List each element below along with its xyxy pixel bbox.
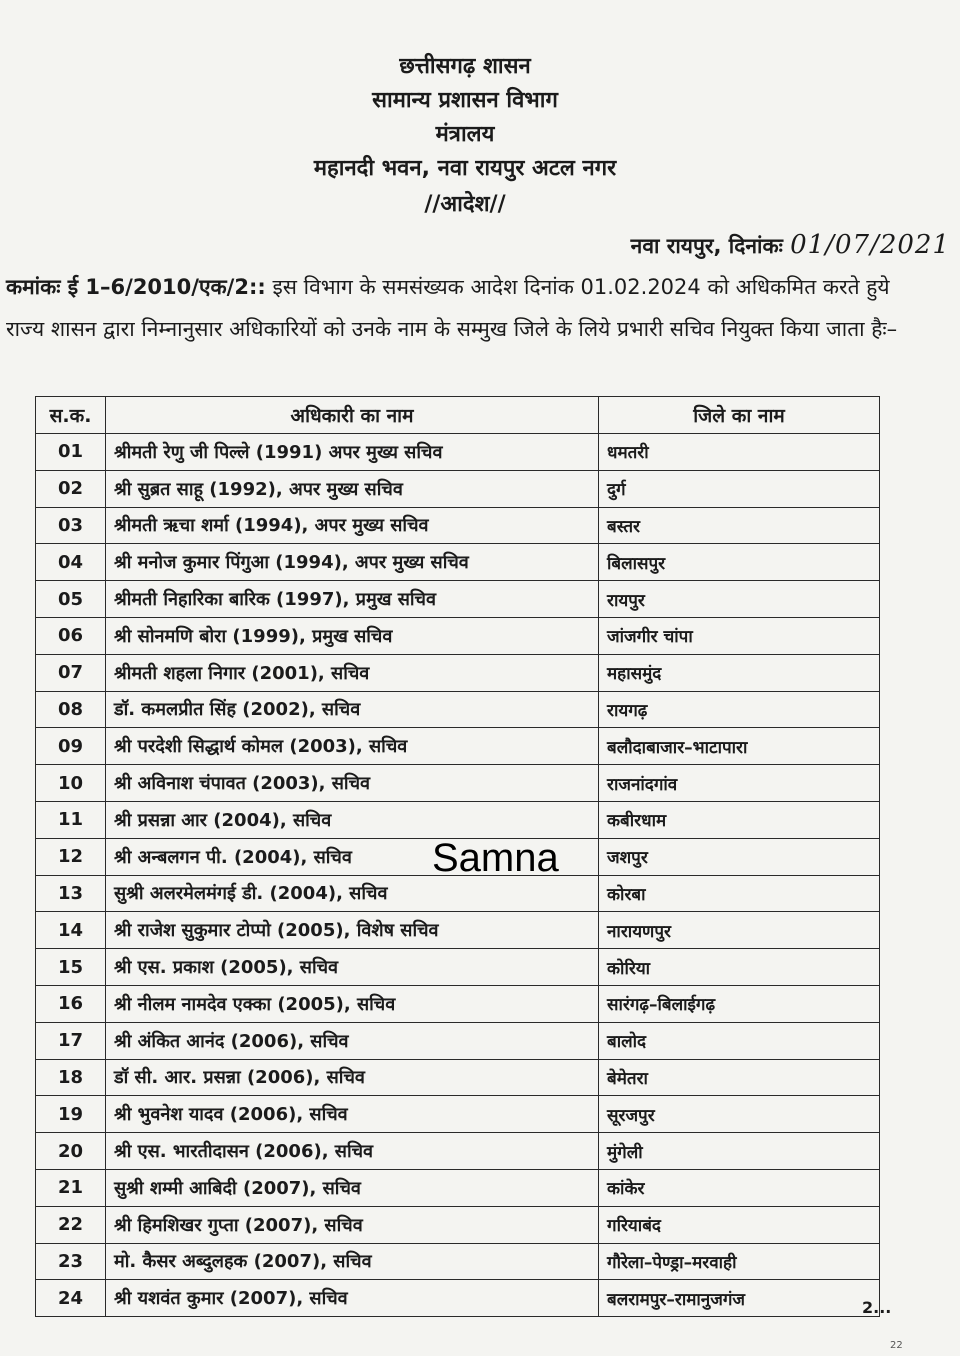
table-row xyxy=(36,1096,880,1133)
district-name-cell: कोरबा xyxy=(599,875,880,912)
officer-name-cell: श्रीमती ऋचा शर्मा (1994), अपर मुख्य सचिव xyxy=(106,507,599,544)
officer-name-cell: श्री हिमशिखर गुप्ता (2007), सचिव xyxy=(106,1206,599,1243)
serial-number-cell: 13 xyxy=(36,875,106,912)
officer-name-cell: श्री अन्बलगन पी. (2004), सचिव xyxy=(106,838,599,875)
district-name-cell: जशपुर xyxy=(599,838,880,875)
officer-name-cell: श्री मनोज कुमार पिंगुआ (1994), अपर मुख्य सचिव xyxy=(106,544,599,581)
officer-name-cell: मो. कैसर अब्दुलहक (2007), सचिव xyxy=(106,1243,599,1280)
officer-name-cell: श्रीमती शहला निगार (2001), सचिव xyxy=(106,654,599,691)
officer-name-cell: डॉ सी. आर. प्रसन्ना (2006), सचिव xyxy=(106,1059,599,1096)
district-name-cell: गरियाबंद xyxy=(599,1206,880,1243)
table-row xyxy=(36,765,880,802)
table-row xyxy=(36,1206,880,1243)
serial-number-cell: 23 xyxy=(36,1243,106,1280)
table-row xyxy=(36,949,880,986)
officer-name-cell: श्री राजेश सुकुमार टोप्पो (2005), विशेष सचिव xyxy=(106,912,599,949)
district-name-cell: बिलासपुर xyxy=(599,544,880,581)
officer-name-cell: श्री भुवनेश यादव (2006), सचिव xyxy=(106,1096,599,1133)
officer-name-cell: श्री नीलम नामदेव एक्का (2005), सचिव xyxy=(106,985,599,1022)
table-row xyxy=(36,470,880,507)
serial-number-cell: 21 xyxy=(36,1169,106,1206)
officer-name-cell: श्री सुब्रत साहू (1992), अपर मुख्य सचिव xyxy=(106,470,599,507)
district-name-cell: गौरेला–पेण्ड्रा–मरवाही xyxy=(599,1243,880,1280)
serial-number-cell: 15 xyxy=(36,949,106,986)
district-name-cell: बस्तर xyxy=(599,507,880,544)
officer-name-cell: श्री सोनमणि बोरा (1999), प्रमुख सचिव xyxy=(106,617,599,654)
table-row xyxy=(36,912,880,949)
officer-name-cell: श्रीमती रेणु जी पिल्ले (1991) अपर मुख्य सचिव xyxy=(106,434,599,471)
district-name-cell: धमतरी xyxy=(599,434,880,471)
officer-name-cell: श्री परदेशी सिद्धार्थ कोमल (2003), सचिव xyxy=(106,728,599,765)
table-row xyxy=(36,1133,880,1170)
watermark-text: Samna xyxy=(432,836,559,880)
table-row xyxy=(36,691,880,728)
table-row xyxy=(36,544,880,581)
table-row xyxy=(36,1243,880,1280)
corner-mark: 22 xyxy=(890,1340,903,1351)
table-row xyxy=(36,434,880,471)
serial-number-cell: 04 xyxy=(36,544,106,581)
serial-number-cell: 01 xyxy=(36,434,106,471)
header-officer-name: अधिकारी का नाम xyxy=(106,397,599,434)
district-name-cell: बलरामपुर–रामानुजगंज xyxy=(599,1280,880,1317)
serial-number-cell: 16 xyxy=(36,985,106,1022)
table-row xyxy=(36,1022,880,1059)
serial-number-cell: 08 xyxy=(36,691,106,728)
district-name-cell: मुंगेली xyxy=(599,1133,880,1170)
serial-number-cell: 19 xyxy=(36,1096,106,1133)
header-order-title: //आदेश// xyxy=(424,192,506,217)
serial-number-cell: 12 xyxy=(36,838,106,875)
dateline-prefix: नवा रायपुर, दिनांकः xyxy=(630,234,783,258)
header-secretariat: मंत्रालय xyxy=(435,122,495,147)
district-name-cell: राजनांदगांव xyxy=(599,765,880,802)
serial-number-cell: 22 xyxy=(36,1206,106,1243)
order-reference: कमांकः ई 1–6/2010/एक/2:: xyxy=(6,275,266,299)
page-continuation-marker: 2... xyxy=(862,1298,892,1317)
dateline xyxy=(631,230,950,260)
officer-name-cell: श्री यशवंत कुमार (2007), सचिव xyxy=(106,1280,599,1317)
serial-number-cell: 10 xyxy=(36,765,106,802)
district-name-cell: कोरिया xyxy=(599,949,880,986)
serial-number-cell: 18 xyxy=(36,1059,106,1096)
serial-number-cell: 11 xyxy=(36,801,106,838)
table-row xyxy=(36,728,880,765)
header-serial: स.क. xyxy=(36,397,106,434)
header-department: सामान्य प्रशासन विभाग xyxy=(372,88,558,113)
table-row xyxy=(36,654,880,691)
table-header-row xyxy=(36,397,880,434)
officer-name-cell: सुश्री शम्मी आबिदी (2007), सचिव xyxy=(106,1169,599,1206)
dateline-date: 01/07/2021 xyxy=(790,230,950,260)
district-name-cell: जांजगीर चांपा xyxy=(599,617,880,654)
district-name-cell: रायगढ़ xyxy=(599,691,880,728)
officer-name-cell: श्री अविनाश चंपावत (2003), सचिव xyxy=(106,765,599,802)
table-row xyxy=(36,985,880,1022)
table-row xyxy=(36,1280,880,1317)
serial-number-cell: 24 xyxy=(36,1280,106,1317)
officer-name-cell: डॉ. कमलप्रीत सिंह (2002), सचिव xyxy=(106,691,599,728)
district-name-cell: महासमुंद xyxy=(599,654,880,691)
district-name-cell: बालोद xyxy=(599,1022,880,1059)
serial-number-cell: 17 xyxy=(36,1022,106,1059)
serial-number-cell: 05 xyxy=(36,581,106,618)
table-row xyxy=(36,617,880,654)
district-name-cell: दुर्ग xyxy=(599,470,880,507)
officer-name-cell: सुश्री अलरमेलमंगई डी. (2004), सचिव xyxy=(106,875,599,912)
district-name-cell: रायपुर xyxy=(599,581,880,618)
header-address: महानदी भवन, नवा रायपुर अटल नगर xyxy=(313,156,617,181)
order-paragraph xyxy=(6,266,916,350)
serial-number-cell: 03 xyxy=(36,507,106,544)
district-name-cell: कबीरधाम xyxy=(599,801,880,838)
serial-number-cell: 09 xyxy=(36,728,106,765)
order-body: इस विभाग के समसंख्यक आदेश दिनांक 01.02.2024 को अधिकमित करते हुये राज्य शासन द्वारा निम्नानुसार अधिकारियों को उनके नाम के सम्मुख जिले के लिये प्रभारी सचिव नियुक्त किया जाता हैः– xyxy=(6,275,898,341)
officer-name-cell: श्री एस. प्रकाश (2005), सचिव xyxy=(106,949,599,986)
serial-number-cell: 20 xyxy=(36,1133,106,1170)
table-row xyxy=(36,581,880,618)
header-government: छत्तीसगढ़ शासन xyxy=(399,54,531,79)
district-name-cell: बलौदाबाजार–भाटापारा xyxy=(599,728,880,765)
table-row xyxy=(36,1059,880,1096)
officer-name-cell: श्री अंकित आनंद (2006), सचिव xyxy=(106,1022,599,1059)
officer-name-cell: श्रीमती निहारिका बारिक (1997), प्रमुख सचिव xyxy=(106,581,599,618)
officer-name-cell: श्री प्रसन्ना आर (2004), सचिव xyxy=(106,801,599,838)
table-row xyxy=(36,801,880,838)
district-name-cell: सारंगढ़–बिलाईगढ़ xyxy=(599,985,880,1022)
table-row xyxy=(36,1169,880,1206)
serial-number-cell: 02 xyxy=(36,470,106,507)
serial-number-cell: 06 xyxy=(36,617,106,654)
header-district-name: जिले का नाम xyxy=(599,397,880,434)
district-name-cell: नारायणपुर xyxy=(599,912,880,949)
district-name-cell: बेमेतरा xyxy=(599,1059,880,1096)
serial-number-cell: 14 xyxy=(36,912,106,949)
district-name-cell: कांकेर xyxy=(599,1169,880,1206)
district-name-cell: सूरजपुर xyxy=(599,1096,880,1133)
officer-name-cell: श्री एस. भारतीदासन (2006), सचिव xyxy=(106,1133,599,1170)
table-row xyxy=(36,507,880,544)
serial-number-cell: 07 xyxy=(36,654,106,691)
